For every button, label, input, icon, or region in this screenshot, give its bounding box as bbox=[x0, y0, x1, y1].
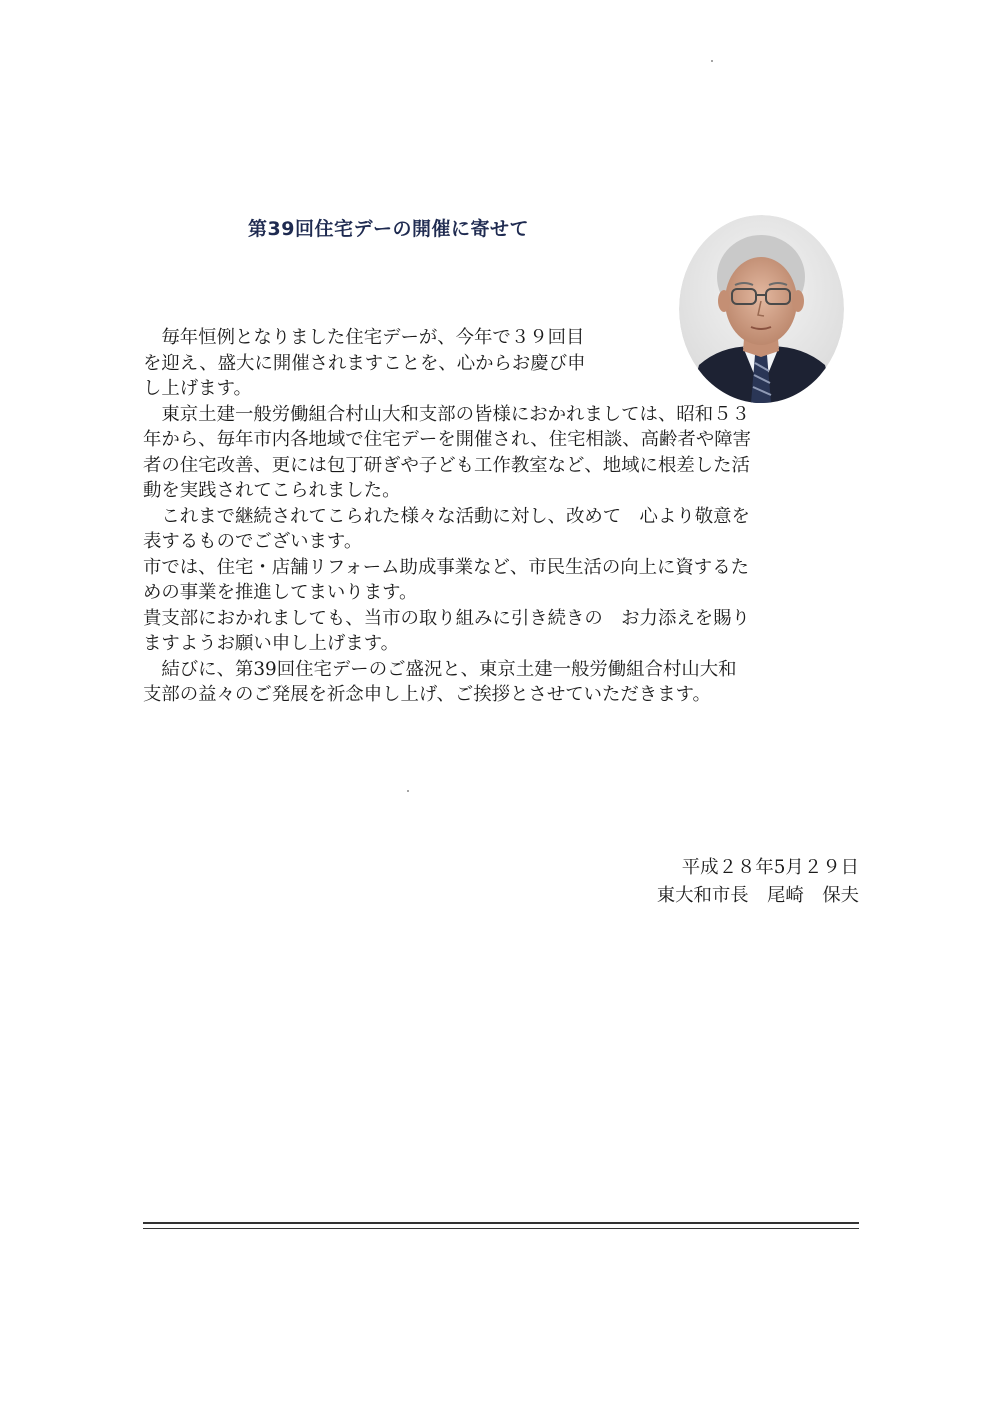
body-line: 年から、毎年市内各地域で住宅デーを開催され、住宅相談、高齢者や障害 bbox=[143, 429, 751, 450]
document-title: 第39回住宅デーの開催に寄せて bbox=[248, 218, 529, 240]
letter-body bbox=[143, 325, 859, 708]
signature-author: 東大和市長 尾崎 保夫 bbox=[656, 885, 859, 906]
signature-date: 平成２８年5月２９日 bbox=[681, 857, 859, 878]
body-line: めの事業を推進してまいります。 bbox=[143, 582, 418, 603]
body-line: ますようお願い申し上げます。 bbox=[143, 633, 399, 654]
body-line: を迎え、盛大に開催されますことを、心からお慶び申 bbox=[143, 352, 586, 374]
body-line: 者の住宅改善、更には包丁研ぎや子ども工作教室など、地域に根差した活 bbox=[143, 454, 750, 476]
body-line: 動を実践されてこられました。 bbox=[143, 480, 401, 501]
scan-speck bbox=[711, 60, 713, 62]
bottom-divider bbox=[143, 1222, 859, 1229]
body-line: 貴支部におかれましても、当市の取り組みに引き続きの お力添えを賜り bbox=[143, 607, 750, 629]
body-line: 毎年恒例となりました住宅デーが、今年で３９回目 bbox=[143, 327, 585, 348]
body-line: し上げます。 bbox=[143, 378, 252, 399]
body-line: 東京土建一般労働組合村山大和支部の皆様におかれましては、昭和５３ bbox=[143, 403, 750, 425]
body-line: 結びに、第39回住宅デーのご盛況と、東京土建一般労働組合村山大和 bbox=[143, 658, 737, 680]
body-line: これまで継続されてこられた様々な活動に対し、改めて 心より敬意を bbox=[143, 505, 750, 527]
body-line: 市では、住宅・店舗リフォーム助成事業など、市民生活の向上に資するた bbox=[143, 556, 749, 578]
scan-speck bbox=[407, 790, 409, 792]
body-line: 表するものでございます。 bbox=[143, 531, 363, 552]
signature-block bbox=[559, 854, 859, 910]
body-line: 支部の益々のご発展を祈念申し上げ、ご挨拶とさせていただきます。 bbox=[143, 684, 711, 705]
